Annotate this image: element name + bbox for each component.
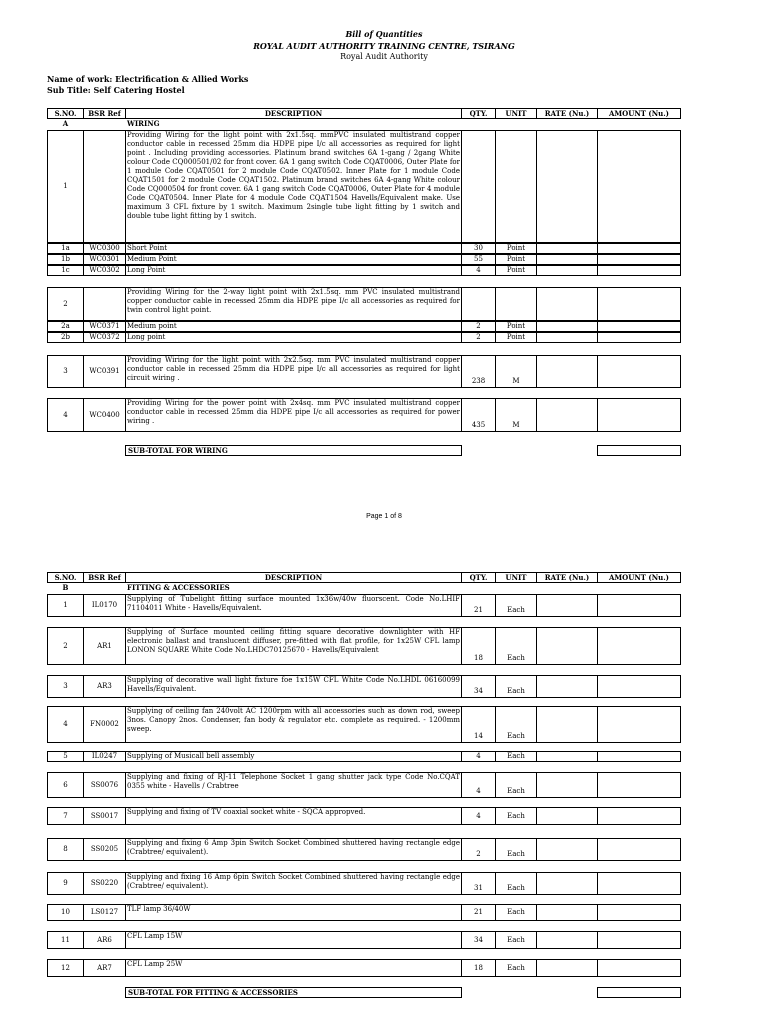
item-unit: Point [495,254,537,265]
item-qty: 34 [461,931,496,949]
item-rate [536,751,598,762]
item-amount [597,321,681,332]
item-qty: 435 [461,398,496,432]
item-unit: M [495,355,537,388]
item-sno: 1 [47,130,84,243]
item-sno: 7 [47,807,84,825]
item-amount [597,751,681,762]
item-bsr-ref: WC0300 [83,243,126,254]
item-bsr-ref: WC0371 [83,321,126,332]
item-bsr-ref: AR1 [83,627,126,665]
item-description: Supplying and fixing 16 Amp 6pin Switch Socket Combined shuttered having rectangle edge (Crabtree/ equivalent). [125,872,462,895]
item-sno: 4 [47,398,84,432]
work-name: Name of work: Electrification & Allied Works [47,74,249,84]
item-unit [495,130,537,243]
item-unit: Point [495,243,537,254]
section-letter: B [62,583,69,592]
col-description-header: DESCRIPTION [125,108,462,119]
item-amount [597,838,681,861]
subtotal-label: SUB-TOTAL FOR WIRING [125,445,462,456]
item-amount [597,265,681,276]
item-qty: 18 [461,959,496,977]
item-rate [536,398,598,432]
item-rate [536,838,598,861]
item-rate [536,807,598,825]
org-name: ROYAL AUDIT AUTHORITY TRAINING CENTRE, TSIRANG [253,41,515,51]
item-qty: 238 [461,355,496,388]
item-qty: 30 [461,243,496,254]
item-rate [536,287,598,321]
item-rate [536,872,598,895]
item-bsr-ref: IL0247 [83,751,126,762]
item-description: Supplying of Musicall bell assembly [125,751,462,762]
col-bsr-header: BSR Ref [83,572,126,583]
item-description: Supplying of Tubelight fitting surface mounted 1x36w/40w fluorscent. Code No.LHIF 71104011 White - Havells/Equivalent. [125,594,462,617]
item-description: Short Point [125,243,462,254]
item-rate [536,627,598,665]
item-qty: 18 [461,627,496,665]
col-bsr-header: BSR Ref [83,108,126,119]
item-rate [536,706,598,743]
item-bsr-ref: SS0205 [83,838,126,861]
item-unit: Each [495,594,537,617]
item-description: Supplying and fixing 6 Amp 3pin Switch Socket Combined shuttered having rectangle edge (Crabtree/ equivalent). [125,838,462,861]
item-amount [597,332,681,343]
item-amount [597,355,681,388]
item-rate [536,772,598,798]
org-subtitle: Royal Audit Authority [340,52,428,61]
section-title: FITTING & ACCESSORIES [127,583,230,592]
item-rate [536,594,598,617]
item-bsr-ref: FN0002 [83,706,126,743]
item-description: Supplying of ceiling fan 240volt AC 1200rpm with all accessories such as down rod, sweep 3nos. Canopy 2nos. Condenser, fan body & regulator etc. complete as required. - 1200mm sweep. [125,706,462,743]
item-sno: 2b [47,332,84,343]
item-sno: 2 [47,627,84,665]
item-sno: 2 [47,287,84,321]
subtotal-amount-box [597,987,681,998]
item-qty: 2 [461,332,496,343]
col-qty-header: QTY. [461,572,496,583]
item-sno: 3 [47,675,84,698]
item-rate [536,265,598,276]
item-rate [536,332,598,343]
item-qty: 4 [461,772,496,798]
item-unit: Point [495,332,537,343]
item-bsr-ref: WC0372 [83,332,126,343]
item-sno: 11 [47,931,84,949]
col-unit-header: UNIT [495,108,537,119]
item-unit: M [495,398,537,432]
item-rate [536,931,598,949]
item-amount [597,772,681,798]
item-rate [536,321,598,332]
item-amount [597,904,681,921]
item-amount [597,130,681,243]
item-unit: Point [495,321,537,332]
item-description: CFL Lamp 15W [125,931,462,949]
item-description: Long Point [125,265,462,276]
item-qty: 4 [461,807,496,825]
item-sno: 5 [47,751,84,762]
item-qty: 2 [461,321,496,332]
item-sno: 10 [47,904,84,921]
item-sno: 9 [47,872,84,895]
item-qty: 2 [461,838,496,861]
col-rate-header: RATE (Nu.) [536,108,598,119]
item-amount [597,243,681,254]
item-bsr-ref [83,130,126,243]
col-amount-header: AMOUNT (Nu.) [597,572,681,583]
col-rate-header: RATE (Nu.) [536,572,598,583]
doc-title: Bill of Quantities [345,29,423,39]
item-amount [597,254,681,265]
item-sno: 3 [47,355,84,388]
item-amount [597,594,681,617]
item-bsr-ref: WC0391 [83,355,126,388]
item-bsr-ref: SS0220 [83,872,126,895]
item-description: Supplying of Surface mounted ceiling fitting square decorative downlighter with HF electronic ballast and translucent diffuser, pre-fitted with flat profile, for 1x25W CFL lamp LONON SQUARE White Code No.LHDC70125670 - Havells/Equivalent [125,627,462,665]
item-unit: Each [495,706,537,743]
item-qty [461,130,496,243]
item-bsr-ref: AR6 [83,931,126,949]
item-bsr-ref: SS0017 [83,807,126,825]
col-description-header: DESCRIPTION [125,572,462,583]
item-unit: Each [495,772,537,798]
item-amount [597,931,681,949]
col-qty-header: QTY. [461,108,496,119]
item-sno: 8 [47,838,84,861]
item-unit: Each [495,931,537,949]
item-bsr-ref: WC0301 [83,254,126,265]
col-amount-header: AMOUNT (Nu.) [597,108,681,119]
item-amount [597,959,681,977]
item-bsr-ref: LS0127 [83,904,126,921]
item-unit: Each [495,675,537,698]
item-amount [597,627,681,665]
item-unit: Each [495,872,537,895]
item-unit: Each [495,751,537,762]
item-qty: 21 [461,594,496,617]
item-description: Supplying and fixing of TV coaxial socket white - SQCA appropved. [125,807,462,825]
item-sno: 1 [47,594,84,617]
item-qty: 21 [461,904,496,921]
item-amount [597,287,681,321]
item-bsr-ref: SS0076 [83,772,126,798]
item-qty: 4 [461,265,496,276]
item-sno: 1c [47,265,84,276]
item-qty: 14 [461,706,496,743]
item-rate [536,959,598,977]
item-description: Supplying of decorative wall light fixture foe 1x15W CFL White Code No.LHDL 06160099 Havells/Equivalent. [125,675,462,698]
sub-title: Sub Title: Self Catering Hostel [47,85,185,95]
page-number: Page 1 of 8 [366,513,402,520]
item-rate [536,355,598,388]
item-unit: Each [495,959,537,977]
item-description: Providing Wiring for the light point with 2x1.5sq. mmPVC insulated multistrand copper conductor cable in recessed 25mm dia HDPE pipe I/c all accessories as required for light point . Including providing accessories. Platinum brand switches 6A 1-gang / 2gang White colour Code CQ000501/02 for front cover. 6A 1 gang switch Code CQAT0006, Outer Plate for 1 module Code CQAT0501 for 2 module Code CQAT0502. Inner Plate for 1 module Code CQAT1501 for 2 module Code CQAT1502. Platinum brand switches 6A 4-gang White colour Code CQ000504 for front cover. 6A 1 gang switch Code CQAT0006, Outer Plate for 4 module Code CQAT0504. Inner Plate for 4 module Code CQAT1504 Havells/Equivalent make. Use maximum 3 CFL fixture by 1 switch. Maximum 2single tube light fitting by 1 switch and double tube light fitting by 1 switch. [125,130,462,243]
item-rate [536,675,598,698]
item-rate [536,904,598,921]
item-sno: 12 [47,959,84,977]
item-description: Medium point [125,321,462,332]
item-qty: 34 [461,675,496,698]
col-sno-header: S.NO. [47,572,84,583]
item-sno: 2a [47,321,84,332]
item-rate [536,254,598,265]
item-qty: 31 [461,872,496,895]
item-unit: Each [495,807,537,825]
section-letter: A [62,119,69,128]
item-bsr-ref: WC0400 [83,398,126,432]
item-description: Providing Wiring for the 2-way light point with 2x1.5sq. mm PVC insulated multistrand copper conductor cable in recessed 25mm dia HDPE pipe I/c all accessories as required for twin control light point. [125,287,462,321]
item-bsr-ref: WC0302 [83,265,126,276]
item-unit [495,287,537,321]
item-unit: Point [495,265,537,276]
item-description: Providing Wiring for the power point with 2x4sq. mm PVC insulated multistrand copper conductor cable in recessed 25mm dia HDPE pipe I/c all accessories as required for power wiring . [125,398,462,432]
item-amount [597,675,681,698]
item-sno: 1a [47,243,84,254]
item-amount [597,398,681,432]
item-amount [597,872,681,895]
item-sno: 4 [47,706,84,743]
item-rate [536,243,598,254]
item-rate [536,130,598,243]
item-description: Providing Wiring for the light point with 2x2.5sq. mm PVC insulated multistrand copper conductor cable in recessed 25mm dia HDPE pipe I/c all accessories as required for light circuit wiring . [125,355,462,388]
item-bsr-ref [83,287,126,321]
section-title: WIRING [127,119,160,128]
item-description: Medium Point [125,254,462,265]
item-bsr-ref: AR7 [83,959,126,977]
item-qty: 4 [461,751,496,762]
col-unit-header: UNIT [495,572,537,583]
item-unit: Each [495,627,537,665]
item-bsr-ref: IL0170 [83,594,126,617]
item-sno: 1b [47,254,84,265]
item-unit: Each [495,904,537,921]
item-qty: 55 [461,254,496,265]
item-description: CFL Lamp 25W [125,959,462,977]
subtotal-amount-box [597,445,681,456]
item-amount [597,807,681,825]
item-bsr-ref: AR3 [83,675,126,698]
item-description: Supplying and fixing of RJ-11 Telephone Socket 1 gang shutter jack type Code No.CQAT 0355 white - Havells / Crabtree [125,772,462,798]
item-description: Long point [125,332,462,343]
subtotal-label: SUB-TOTAL FOR FITTING & ACCESSORIES [125,987,462,998]
item-amount [597,706,681,743]
item-unit: Each [495,838,537,861]
item-sno: 6 [47,772,84,798]
item-description: TLF lamp 36/40W [125,904,462,921]
col-sno-header: S.NO. [47,108,84,119]
item-qty [461,287,496,321]
